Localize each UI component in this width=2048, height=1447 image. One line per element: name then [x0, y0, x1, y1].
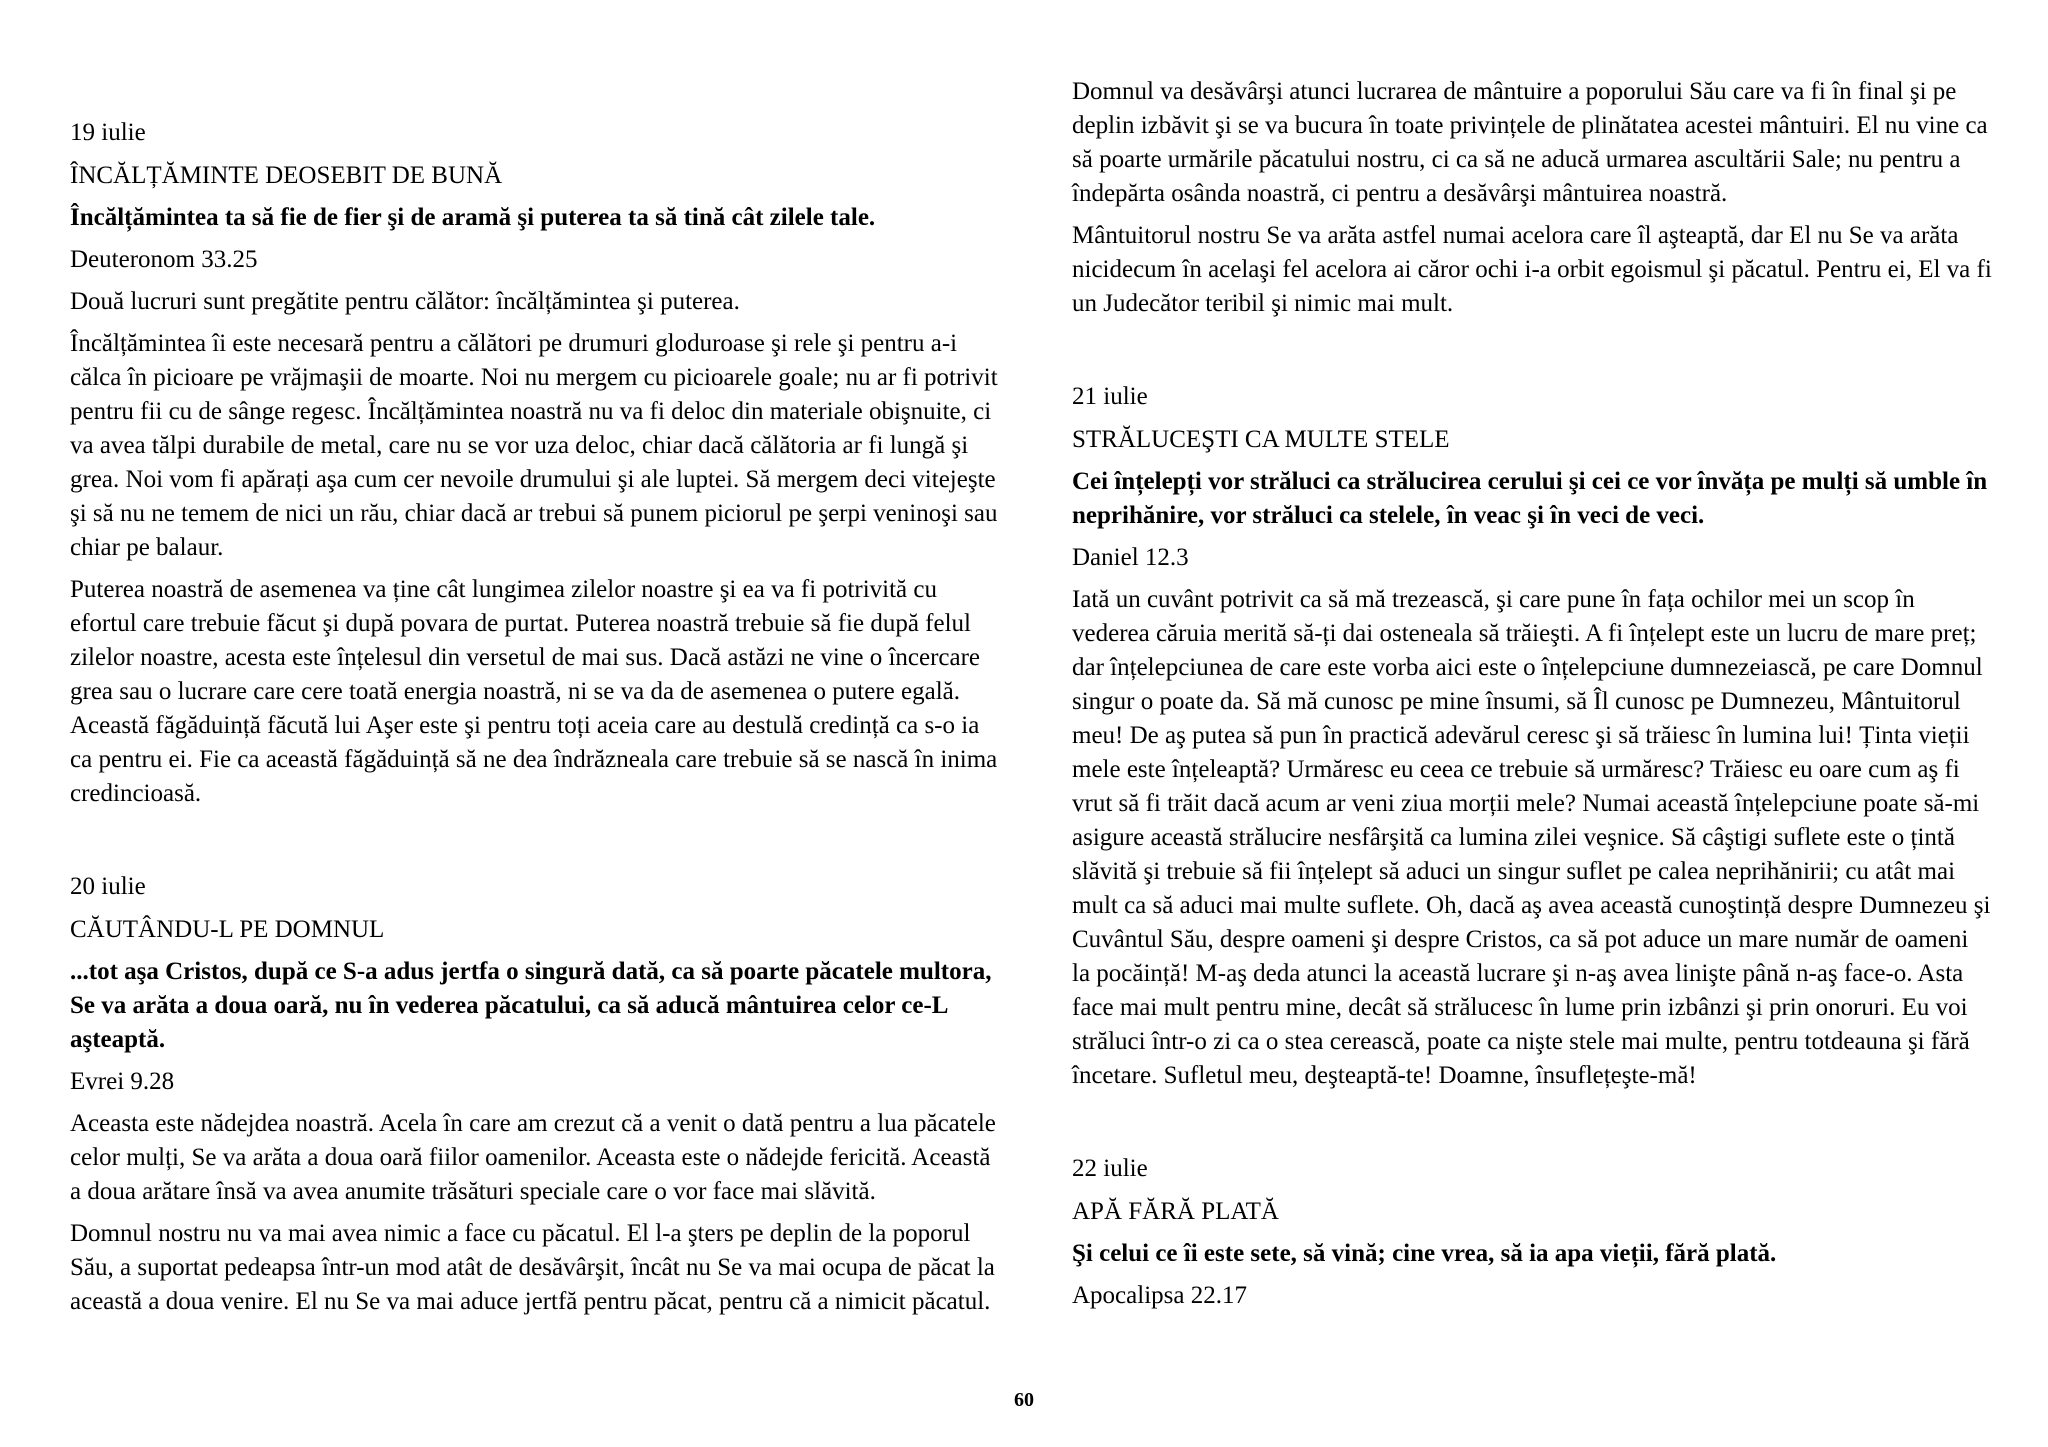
- entry-date: 21 iulie: [1072, 383, 1148, 410]
- entry-paragraph: Mântuitorul nostru Se va arăta astfel numai acelora care îl aşteaptă, dar El nu Se va arăta nicidecum în acelaşi fel acelora ai căror ochi i-a orbit egoismul şi păcatul. Pentru ei, El va fi un Judecător teribil şi nimic mai mult.: [1072, 222, 1992, 317]
- entry-21-iulie: [1072, 380, 1992, 1093]
- entry-reference: Evrei 9.28: [70, 1068, 175, 1095]
- entry-date: 19 iulie: [70, 119, 146, 146]
- entry-reference: Daniel 12.3: [1072, 544, 1189, 571]
- entry-20-iulie: [70, 870, 1000, 1319]
- right-column: [1072, 0, 1992, 1321]
- entry-title: APĂ FĂRĂ PLATĂ: [1072, 1198, 1279, 1225]
- entry-19-iulie: [70, 116, 1000, 811]
- left-column: [70, 0, 1000, 1327]
- entry-paragraph: Domnul nostru nu va mai avea nimic a face cu păcatul. El l-a şters pe deplin de la poporul Său, a suportat pedeapsa într-un mod atât de desăvârşit, încât nu Se va mai ocupa de păcat la această a doua venire. El nu Se va mai aduce jertfă pentru păcat, pentru că a nimicit păcatul.: [70, 1220, 995, 1315]
- entry-title: CĂUTÂNDU-L PE DOMNUL: [70, 916, 385, 943]
- entry-date: 22 iulie: [1072, 1155, 1148, 1182]
- entry-paragraph: Domnul va desăvârşi atunci lucrarea de mântuire a poporului Său care va fi în final şi pe deplin izbăvit şi se va bucura în toate privințele de plinătatea acestei mântuiri. El nu vine ca să poarte urmările păcatului nostru, ci ca să ne aducă urmarea ascultării Sale; nu pentru a îndepărta osânda noastră, ci pentru a desăvârşi mântuirea noastră.: [1072, 78, 1988, 207]
- entry-paragraph: Aceasta este nădejdea noastră. Acela în care am crezut că a venit o dată pentru a lua păcatele celor mulți, Se va arăta a doua oară fiilor oamenilor. Aceasta este o nădejde fericită. Această a doua arătare însă va avea anumite trăsături speciale care o vor face mai slăvită.: [70, 1110, 996, 1205]
- entry-spacer: [1072, 329, 1992, 380]
- entry-verse: Încălțămintea ta să fie de fier şi de aramă şi puterea ta să tină cât zilele tale.: [70, 204, 876, 231]
- entry-22-iulie: [1072, 1152, 1992, 1313]
- entry-spacer: [70, 819, 1000, 870]
- entry-verse: Cei înțelepți vor străluci ca strălucirea cerului şi cei ce vor învăța pe mulți să umble în neprihănire, vor străluci ca stelele, în veac şi în veci de veci.: [1072, 468, 1988, 529]
- entry-paragraph: Două lucruri sunt pregătite pentru călător: încălțămintea şi puterea.: [70, 288, 740, 315]
- entry-date: 20 iulie: [70, 873, 146, 900]
- entry-verse: ...tot aşa Cristos, după ce S-a adus jertfa o singură dată, ca să poarte păcatele multora, Se va arăta a doua oară, nu în vederea păcatului, ca să aducă mântuirea celor ce-L aşteaptă.: [70, 958, 992, 1053]
- entry-paragraph: Puterea noastră de asemenea va ține cât lungimea zilelor noastre şi ea va fi potrivită cu efortul care trebuie făcut şi după povara de purtat. Puterea noastră trebuie să fie după felul zilelor noastre, acesta este înțelesul din versetul de mai sus. Dacă astăzi ne vine o încercare grea sau o lucrare care cere toată energia noastră, ni se va da de asemenea o putere egală. Această făgăduință făcută lui Aşer este şi pentru toți aceia care au destulă credință ca s-o ia ca pentru ei. Fie ca această făgăduință să ne dea îndrăzneala care trebuie să se nască în inima credincioasă.: [70, 576, 998, 807]
- entry-reference: Apocalipsa 22.17: [1072, 1282, 1247, 1309]
- page-number: 60: [1014, 1389, 1034, 1411]
- entry-spacer: [1072, 1101, 1992, 1152]
- entry-reference: Deuteronom 33.25: [70, 246, 258, 273]
- entry-paragraph: Iată un cuvânt potrivit ca să mă trezească, şi care pune în fața ochilor mei un scop în vederea căruia merită să-ți dai osteneala să trăieşti. A fi înțelept este un lucru de mare preț; dar înțelepciunea de care este vorba aici este o înțelepciune dumnezeiască, pe care Domnul singur o poate da. Să mă cunosc pe mine însumi, să Îl cunosc pe Dumnezeu, Mântuitorul meu! De aş putea să pun în practică adevărul ceresc şi să trăiesc în lumina lui! Ținta vieții mele este înțeleaptă? Urmăresc eu ceea ce trebuie să urmăresc? Trăiesc eu oare cum aş fi vrut să fi trăit dacă acum ar veni ziua morții mele? Numai această înțelepciune poate să-mi asigure această strălucire nesfârşită ca lumina zilei veşnice. Să câştigi suflete este o țintă slăvită şi trebuie să fii înțelept să aduci un singur suflet pe calea neprihănirii; cu atât mai mult ca să aduci mai multe suflete. Oh, dacă aş avea această cunoştință despre Dumnezeu şi Cuvântul Său, despre oameni şi despre Cristos, ca să pot aduce un mare număr de oameni la pocăință! M-aş deda atunci la această lucrare şi n-aş avea linişte până n-aş face-o. Asta face mai mult pentru mine, decât să strălucesc în lume prin izbânzi şi prin onoruri. Eu voi străluci într-o zi ca o stea cerească, poate ca nişte stele mai multe, pentru totdeauna şi fără încetare. Sufletul meu, deşteaptă-te! Doamne, însuflețeşte-mă!: [1072, 586, 1991, 1089]
- entry-verse: Şi celui ce îi este sete, să vină; cine vrea, să ia apa vieții, fără plată.: [1072, 1240, 1777, 1267]
- entry-title: ÎNCĂLȚĂMINTE DEOSEBIT DE BUNĂ: [70, 162, 503, 189]
- entry-title: STRĂLUCEŞTI CA MULTE STELE: [1072, 426, 1450, 453]
- entry-20-iulie-continued: [1072, 75, 1992, 321]
- entry-paragraph: Încălțămintea îi este necesară pentru a călători pe drumuri gloduroase şi rele şi pentru a-i călca în picioare pe vrăjmaşii de moarte. Noi nu mergem cu picioarele goale; nu ar fi potrivit pentru fii cu de sânge regesc. Încălțămintea noastră nu va fi deloc din materiale obişnuite, ci va avea tălpi durabile de metal, care nu se vor uza deloc, chiar dacă călătoria ar fi lungă şi grea. Noi vom fi apărați aşa cum cer nevoile drumului şi ale luptei. Să mergem deci vitejeşte şi să nu ne temem de nici un rău, chiar dacă ar trebui să punem piciorul pe şerpi veninoşi sau chiar pe balaur.: [70, 330, 998, 561]
